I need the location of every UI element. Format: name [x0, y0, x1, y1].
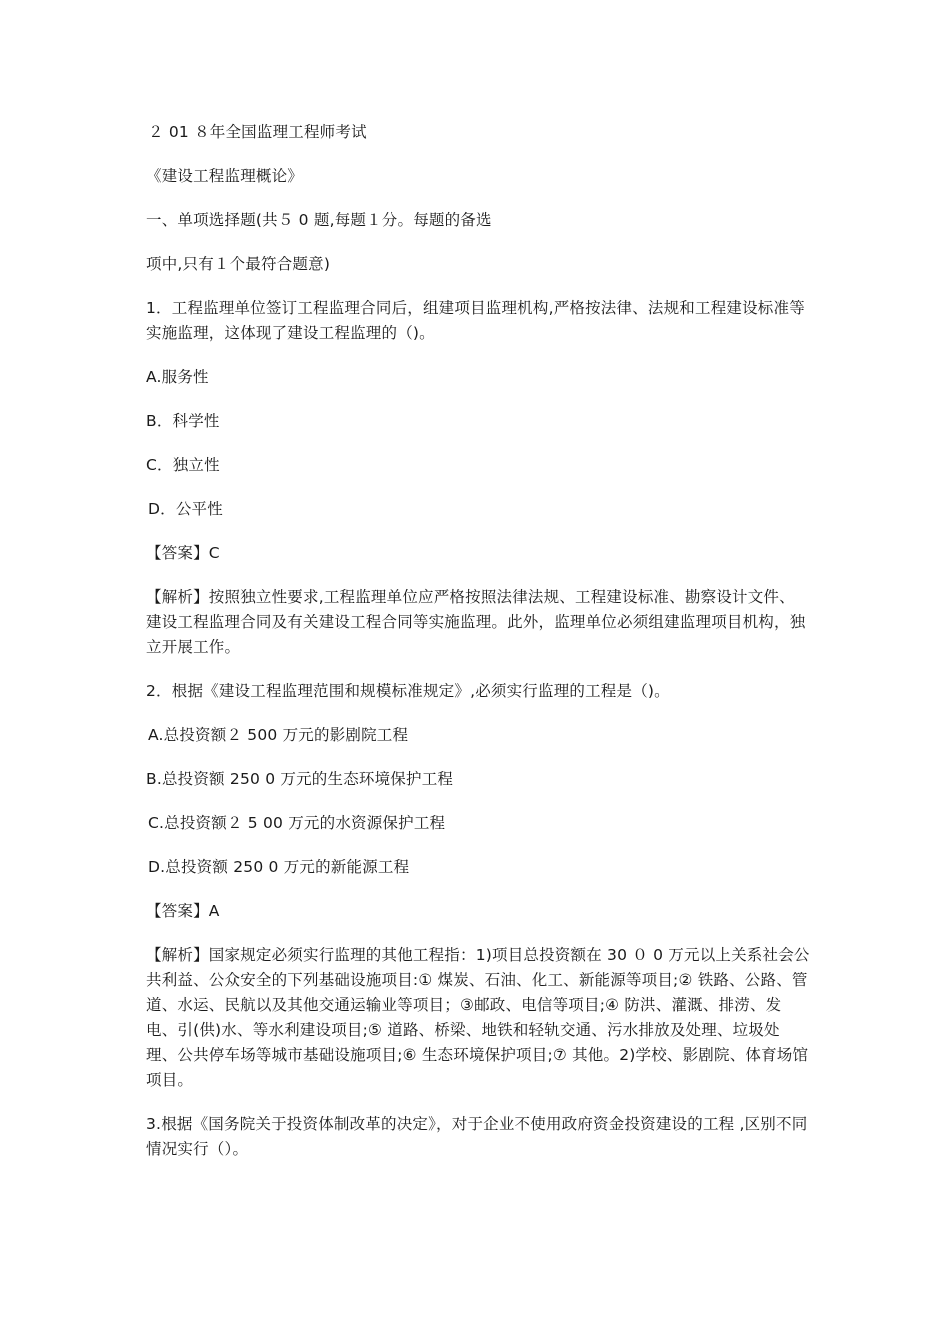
document-subtitle: 《建设工程监理概论》 — [146, 167, 304, 185]
question-1-option-d: D．公平性 — [148, 500, 223, 518]
question-2-option-a: A.总投资额２ 500 万元的影剧院工程 — [148, 726, 409, 744]
question-2-analysis: 【解析】国家规定必须实行监理的其他工程指：1)项目总投资额在 30 ０ 0 万元以上关系社会公共利益、公众安全的下列基础设施项目:① 煤炭、石油、化工、新能源等项目;② 铁路、公路、管道、水运、民航以及其他交通运输业等项目；③邮政、电信等项目;④ 防洪、灌溉、排涝、发电、引(供)水、等水利建设项目;⑤ 道路、桥梁、地铁和轻轨交通、污水排放及处理、垃圾处理、公共停车场等城市基础设施项目;⑥ 生态环境保护项目;⑦ 其他。2)学校、影剧院、体育场馆项目。 — [146, 946, 810, 1089]
question-1-stem: 1．工程监理单位签订工程监理合同后，组建项目监理机构,严格按法律、法规和工程建设标准等实施监理，这体现了建设工程监理的（)。 — [146, 299, 805, 342]
section-heading-line-2: 项中,只有１个最符合题意) — [146, 255, 331, 273]
question-1-answer: 【答案】C — [146, 544, 220, 562]
question-2-option-b: B.总投资额 250 0 万元的生态环境保护工程 — [146, 770, 454, 788]
document-title: ２ 01 ８年全国监理工程师考试 — [148, 123, 367, 141]
question-2-option-c: C.总投资额２ 5 00 万元的水资源保护工程 — [148, 814, 446, 832]
question-1-option-c: C．独立性 — [146, 456, 220, 474]
question-2-stem: 2．根据《建设工程监理范围和规模标准规定》,必须实行监理的工程是（)。 — [146, 682, 670, 700]
section-heading-line-1: 一、单项选择题(共５ 0 题,每题１分。每题的备选 — [146, 211, 492, 229]
question-1-option-b: B．科学性 — [146, 412, 220, 430]
question-2-answer: 【答案】A — [146, 902, 220, 920]
question-3-stem: 3.根据《国务院关于投资体制改革的决定》，对于企业不使用政府资金投资建设的工程 ,区别不同情况实行（）。 — [146, 1115, 808, 1158]
question-1-analysis: 【解析】按照独立性要求,工程监理单位应严格按照法律法规、工程建设标准、勘察设计文件、建设工程监理合同及有关建设工程合同等实施监理。此外，监理单位必须组建监理项目机构，独立开展工作。 — [146, 588, 806, 656]
question-2-option-d: D.总投资额 250 0 万元的新能源工程 — [148, 858, 410, 876]
question-1-option-a: A.服务性 — [146, 368, 209, 386]
